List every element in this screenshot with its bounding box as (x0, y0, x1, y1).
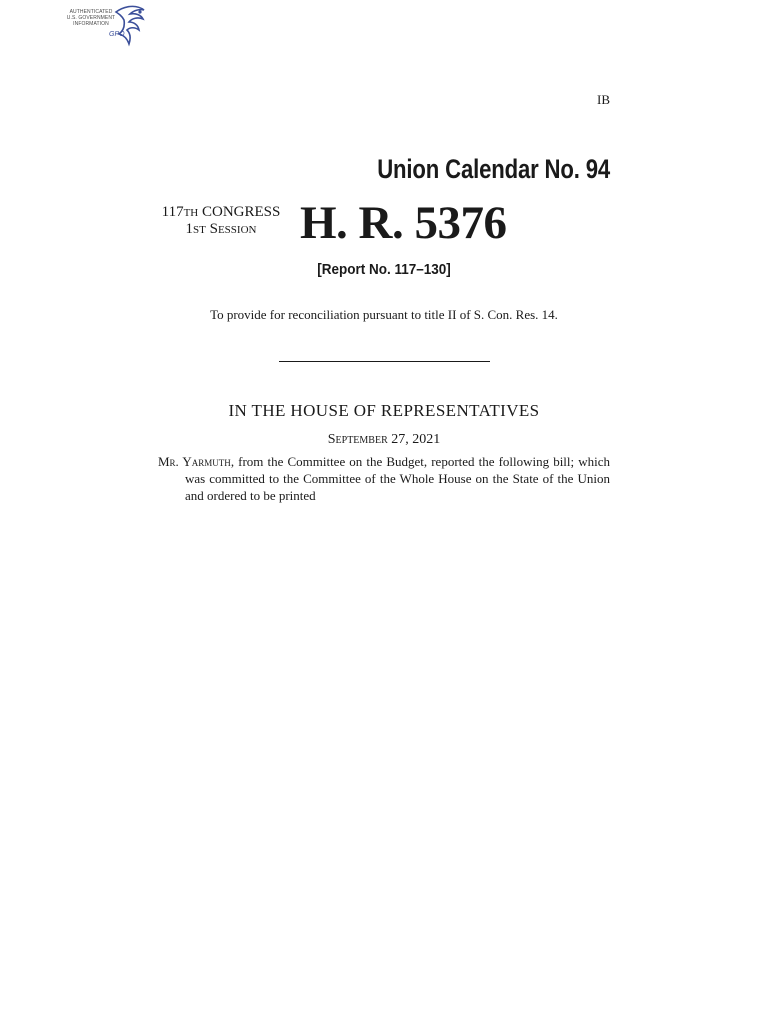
committee-action-paragraph (158, 453, 610, 504)
divider-rule (279, 361, 490, 362)
action-paragraph (158, 453, 610, 504)
seal-line-1: AUTHENTICATED (69, 9, 113, 15)
union-calendar-number: Union Calendar No. 94 (377, 154, 610, 184)
congress-session-label (150, 204, 292, 238)
bill-number: H. R. 5376 (300, 197, 507, 249)
congress-number: 117th (161, 204, 199, 220)
congress-word: CONGRESS (202, 204, 281, 220)
ib-mark: IB (597, 92, 610, 107)
sponsor-name: Mr. Yarmuth (158, 454, 231, 469)
eagle-icon (110, 4, 150, 48)
session-line (150, 221, 292, 238)
gpo-authentication-seal (60, 4, 150, 48)
bill-purpose: To provide for reconciliation pursuant to title II of S. Con. Res. 14. (210, 307, 558, 322)
chamber-heading: IN THE HOUSE OF REPRESENTATIVES (228, 401, 540, 420)
report-number: [Report No. 117–130] (317, 261, 451, 278)
seal-line-2: U.S. GOVERNMENT (66, 15, 116, 21)
session-number: 1st (185, 221, 206, 237)
session-word: Session (209, 221, 257, 237)
action-date: September 27, 2021 (327, 432, 441, 447)
action-description: , from the Committee on the Budget, reported the following bill; which was committed to the Committee of the Whole House on the State of the Union and ordered to be printed (185, 454, 610, 503)
seal-gpo-mark: GPO (109, 31, 125, 38)
seal-line-3: INFORMATION (73, 21, 109, 27)
congress-line (150, 204, 292, 221)
